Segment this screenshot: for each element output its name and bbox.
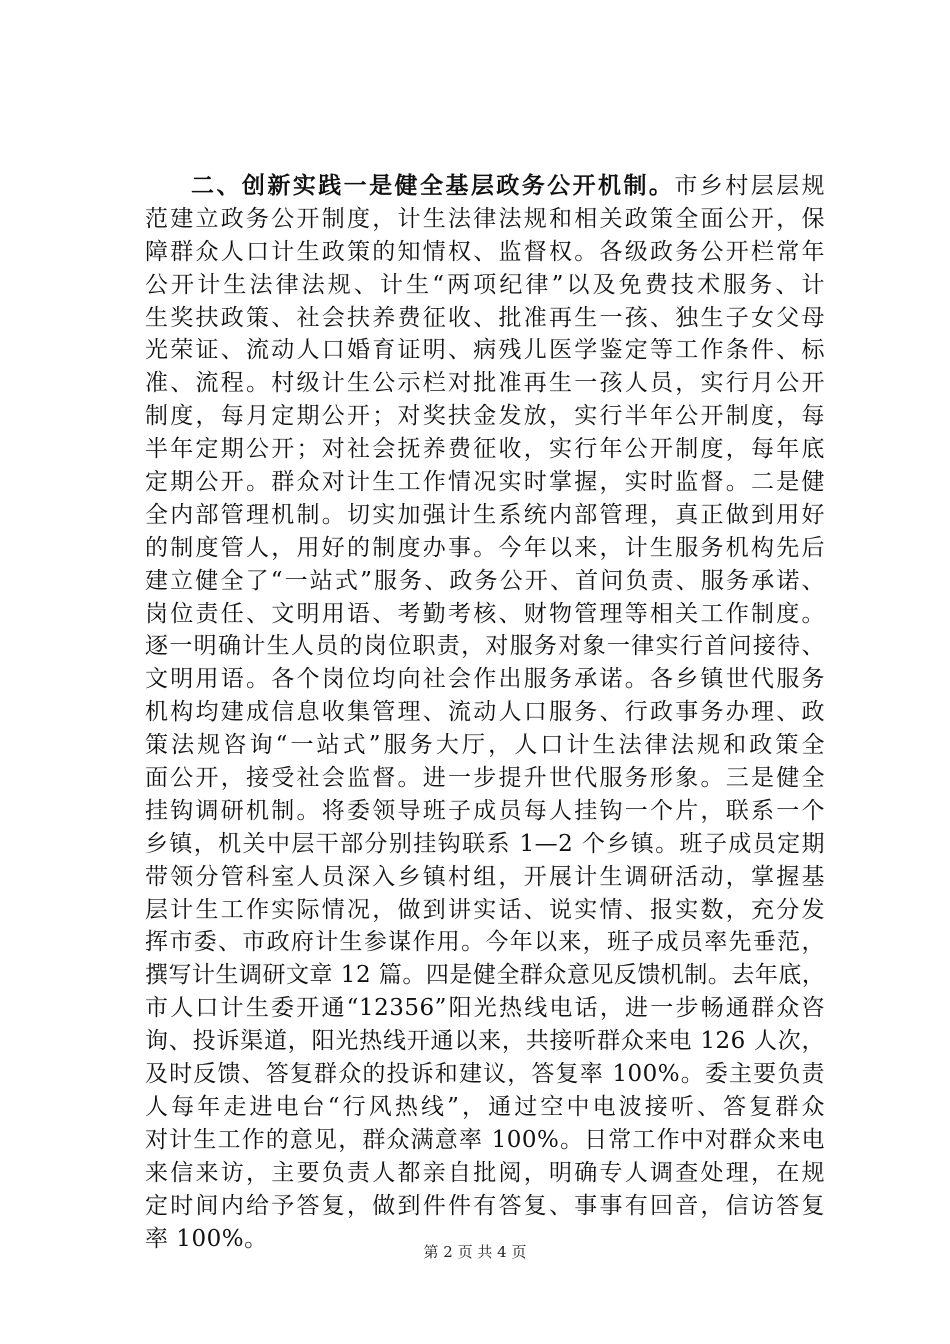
paragraph-line: 范建立政务公开制度，计生法律法规和相关政策全面公开，保 bbox=[145, 205, 825, 232]
paragraph-line: 挂钩调研机制。将委领导班子成员每人挂钩一个片，联系一个 bbox=[145, 797, 825, 824]
paragraph-first-line bbox=[145, 170, 825, 203]
paragraph-line: 建立健全了“一站式”服务、政务公开、首问负责、服务承诺、 bbox=[145, 567, 825, 594]
paragraph-line: 光荣证、流动人口婚育证明、病残儿医学鉴定等工作条件、标 bbox=[145, 337, 825, 364]
paragraph-line: 对计生工作的意见，群众满意率 100%。日常工作中对群众来电 bbox=[145, 1126, 825, 1153]
paragraph-line: 制度，每月定期公开；对奖扶金发放，实行半年公开制度，每 bbox=[145, 403, 825, 430]
paragraph-line: 市乡村层层规 bbox=[674, 173, 825, 199]
paragraph-line: 来信来访，主要负责人都亲自批阅，明确专人调查处理，在规 bbox=[145, 1159, 825, 1186]
paragraph-line: 策法规咨询“一站式”服务大厅，人口计生法律法规和政策全 bbox=[145, 732, 825, 759]
paragraph-line: 全内部管理机制。切实加强计生系统内部管理，真正做到用好 bbox=[145, 501, 825, 528]
section-heading: 二、创新实践一是健全基层政务公开机制。 bbox=[191, 172, 675, 199]
paragraph-line: 逐一明确计生人员的岗位职责，对服务对象一律实行首问接待、 bbox=[145, 633, 825, 660]
paragraph-line: 障群众人口计生政策的知情权、监督权。各级政务公开栏常年 bbox=[145, 238, 825, 265]
paragraph-line: 挥市委、市政府计生参谋作用。今年以来，班子成员率先垂范， bbox=[145, 929, 825, 956]
paragraph-line: 半年定期公开；对社会抚养费征收，实行年公开制度，每年底 bbox=[145, 436, 825, 463]
paragraph-line: 岗位责任、文明用语、考勤考核、财物管理等相关工作制度。 bbox=[145, 600, 825, 627]
paragraph-line: 定期公开。群众对计生工作情况实时掌握，实时监督。二是健 bbox=[145, 469, 825, 496]
paragraph-line: 人每年走进电台“行风热线”，通过空中电波接听、答复群众 bbox=[145, 1093, 825, 1120]
paragraph-line: 的制度管人，用好的制度办事。今年以来，计生服务机构先后 bbox=[145, 534, 825, 561]
paragraph-line: 撰写计生调研文章 12 篇。四是健全群众意见反馈机制。去年底， bbox=[145, 962, 826, 989]
paragraph-line: 生奖扶政策、社会扶养费征收、批准再生一孩、独生子女父母 bbox=[145, 304, 825, 331]
paragraph-line: 询、投诉渠道，阳光热线开通以来，共接听群众来电 126 人次， bbox=[145, 1028, 825, 1055]
body-paragraph bbox=[145, 170, 825, 1255]
paragraph-line: 定时间内给予答复，做到件件有答复、事事有回音，信访答复 bbox=[145, 1192, 825, 1219]
paragraph-line: 率 100%。 bbox=[145, 1225, 268, 1252]
paragraph-line: 面公开，接受社会监督。进一步提升世代服务形象。三是健全 bbox=[145, 765, 825, 792]
paragraph-line: 及时反馈、答复群众的投诉和建议，答复率 100%。委主要负责 bbox=[145, 1061, 825, 1088]
paragraph-line: 带领分管科室人员深入乡镇村组，开展计生调研活动，掌握基 bbox=[145, 863, 825, 890]
paragraph-line: 层计生工作实际情况，做到讲实话、说实情、报实数，充分发 bbox=[145, 896, 825, 923]
paragraph-line: 乡镇，机关中层干部分别挂钩联系 1—2 个乡镇。班子成员定期 bbox=[145, 830, 825, 857]
page-footer: 第 2 页 共 4 页 bbox=[423, 1243, 527, 1261]
paragraph-line: 文明用语。各个岗位均向社会作出服务承诺。各乡镇世代服务 bbox=[145, 666, 825, 693]
paragraph-line: 机构均建成信息收集管理、流动人口服务、行政事务办理、政 bbox=[145, 699, 825, 726]
paragraph-line: 市人口计生委开通“12356”阳光热线电话，进一步畅通群众咨 bbox=[145, 995, 825, 1022]
paragraph-line: 公开计生法律法规、计生“两项纪律”以及免费技术服务、计 bbox=[145, 271, 825, 298]
paragraph-line: 准、流程。村级计生公示栏对批准再生一孩人员，实行月公开 bbox=[145, 370, 825, 397]
